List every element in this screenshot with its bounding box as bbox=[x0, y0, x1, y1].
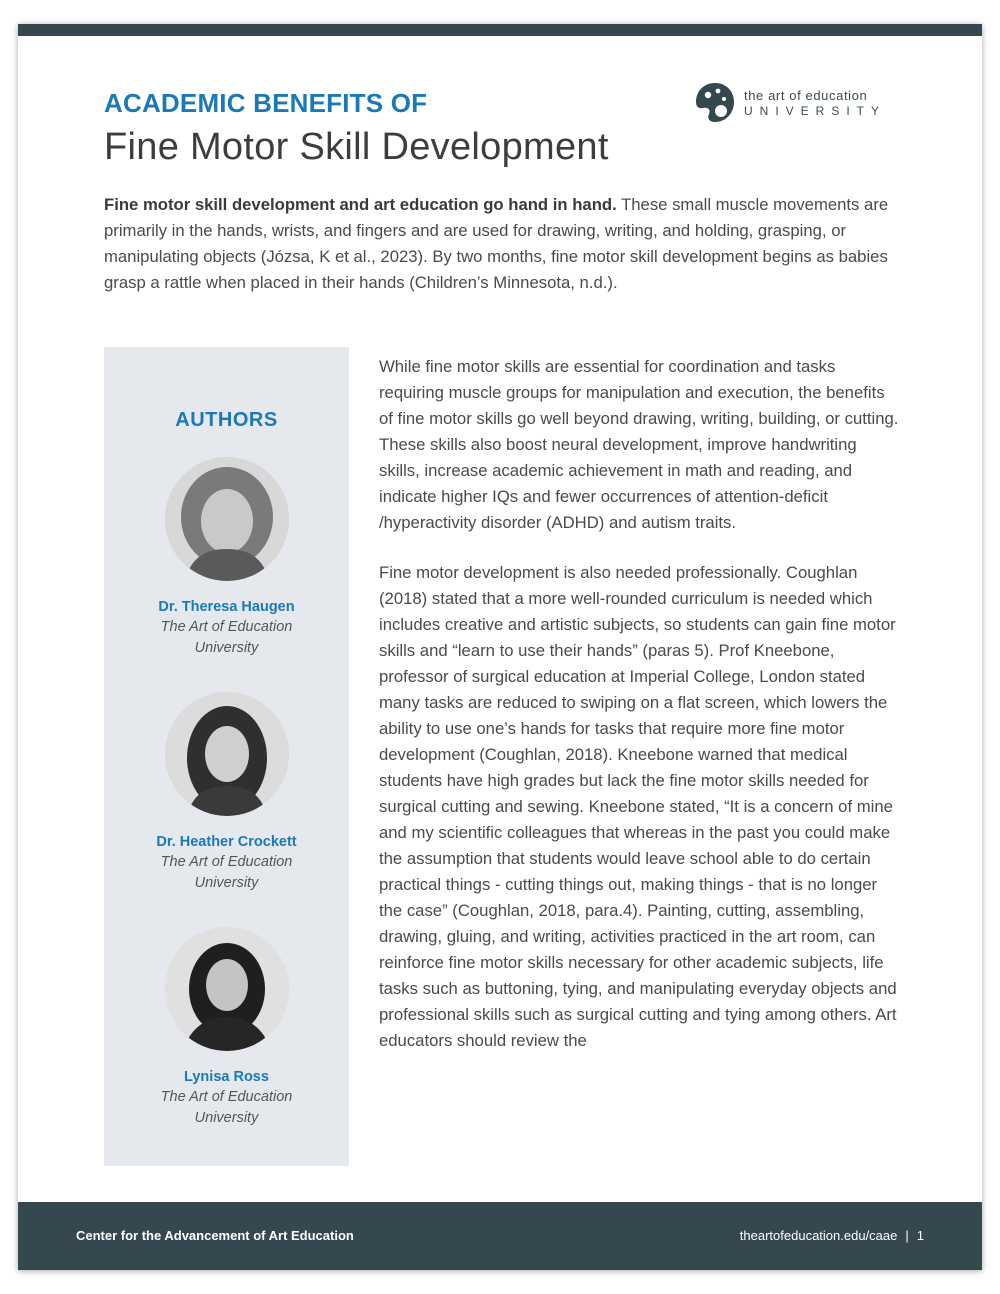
author-affiliation-line: University bbox=[194, 875, 259, 891]
avatar bbox=[165, 457, 289, 581]
author-name: Dr. Heather Crockett bbox=[156, 834, 297, 850]
footer-right bbox=[740, 1228, 924, 1243]
body-paragraph: Fine motor development is also needed professionally. Coughlan (2018) stated that a more well-rounded curriculum is needed which includes creative and artistic subjects, so students can gain fine motor skills and “learn to use their hands” (paras 5). Prof Kneebone, professor of surgical education at Imperial College, London stated many tasks are reduced to swiping on a flat screen, which lowers the ability to use one’s hands for tasks that require more fine motor development (Coughlan, 2018). Kneebone warned that medical students have high grades but lack the fine motor skills needed for surgical cutting and sewing. Kneebone stated, “It is a concern of mine and my scientific colleagues that whereas in the past you could make the assumption that students would leave school able to do certain practical things - cutting things out, making things - that is no longer the case” (Coughlan, 2018, para.4). Painting, cutting, assembling, drawing, gluing, and writing, activities practiced in the art room, can reinforce fine motor skills necessary for other academic subjects, life tasks such as buttoning, tying, and manipulating everyday objects and professional skills such as surgical cutting and tying among others. Art educators should review the bbox=[379, 563, 897, 1050]
intro-paragraph bbox=[104, 192, 904, 296]
author-affiliation bbox=[104, 1087, 349, 1129]
avatar bbox=[165, 927, 289, 1051]
intro-lead: Fine motor skill development and art education go hand in hand. bbox=[104, 195, 617, 214]
author-affiliation bbox=[104, 617, 349, 659]
author-affiliation-line: The Art of Education bbox=[160, 1089, 293, 1105]
logo-text-bottom: UNIVERSITY bbox=[744, 104, 887, 118]
document-page bbox=[18, 24, 982, 1270]
main-body bbox=[379, 354, 899, 1078]
footer-organization: Center for the Advancement of Art Education bbox=[76, 1228, 354, 1243]
author-card bbox=[104, 457, 349, 659]
footer-separator: | bbox=[905, 1228, 909, 1243]
author-affiliation-line: The Art of Education bbox=[160, 854, 293, 870]
palette-icon bbox=[694, 80, 736, 126]
authors-heading: AUTHORS bbox=[175, 409, 278, 431]
body-paragraph: While fine motor skills are essential for coordination and tasks requiring muscle groups for manipulation and execution, the benefits of fine motor skills go well beyond drawing, writing, building, or cutting. These skills also boost neural development, improve handwriting skills, increase academic achievement in math and reading, and indicate higher IQs and fewer occurrences of attention-deficit /hyperactivity disorder (ADHD) and autism traits. bbox=[379, 357, 899, 532]
page-number: 1 bbox=[916, 1228, 924, 1243]
footer-bar bbox=[18, 1202, 982, 1270]
footer-url-link[interactable]: theartofeducation.edu/caae bbox=[739, 1228, 898, 1243]
authors-sidebar bbox=[104, 347, 349, 1166]
page-kicker: ACADEMIC BENEFITS OF bbox=[104, 88, 428, 118]
logo-text-top: the art of education bbox=[744, 88, 868, 103]
top-bar bbox=[18, 24, 982, 36]
page-title: Fine Motor Skill Development bbox=[104, 126, 609, 168]
author-affiliation-line: The Art of Education bbox=[160, 619, 293, 635]
author-affiliation-line: University bbox=[194, 640, 259, 656]
avatar bbox=[165, 692, 289, 816]
university-logo[interactable] bbox=[694, 80, 904, 130]
author-name: Dr. Theresa Haugen bbox=[158, 599, 295, 615]
author-card bbox=[104, 927, 349, 1129]
intro-text: These small muscle movements are primarily in the hands, wrists, and fingers and are used for drawing, writing, and holding, grasping, or manipulating objects (Józsa, K et al., 2023). By two months, fine motor skill development begins as babies grasp a rattle when placed in their hands (Children’s Minnesota, n.d.). bbox=[104, 195, 889, 292]
author-name: Lynisa Ross bbox=[184, 1069, 269, 1085]
author-card bbox=[104, 692, 349, 894]
author-affiliation-line: University bbox=[194, 1110, 259, 1126]
author-affiliation bbox=[104, 852, 349, 894]
